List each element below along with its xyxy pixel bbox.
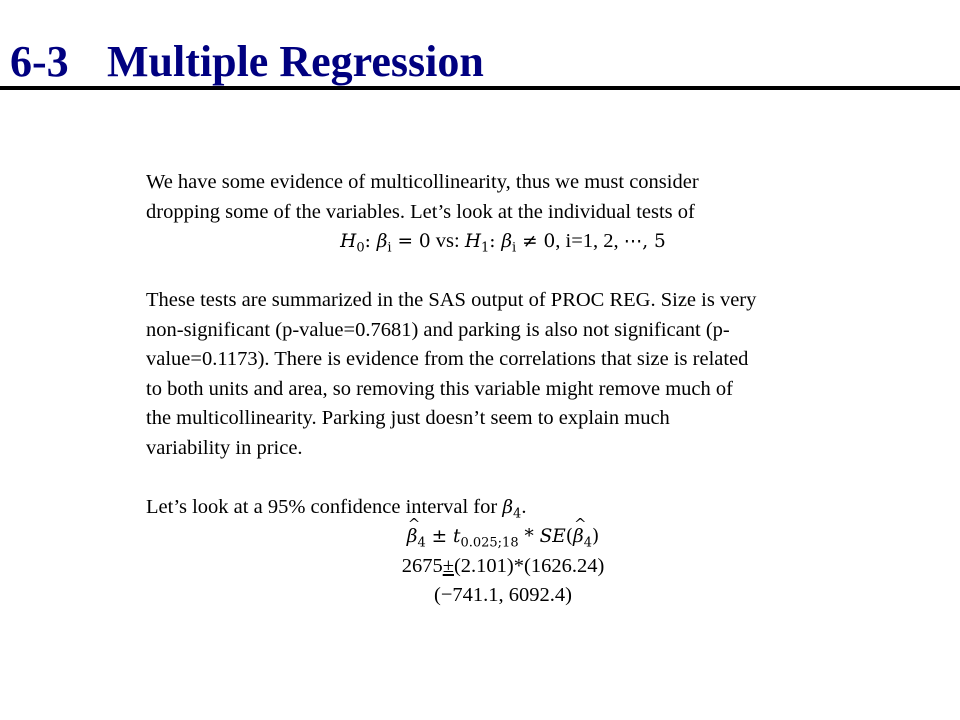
para2-line: These tests are summarized in the SAS output of PROC REG. Size is very bbox=[146, 289, 757, 311]
index-end: , 5 bbox=[642, 231, 666, 252]
calc-estimate: 2675 bbox=[401, 554, 443, 577]
beta-hat-inner: ^ β bbox=[573, 522, 584, 552]
ci-intro: Let’s look at a 95% confidence interval for $\beta_4$. bbox=[146, 495, 527, 522]
title-text: Multiple Regression bbox=[107, 37, 484, 86]
beta4-sub: 4 bbox=[513, 506, 522, 522]
ci-calculation bbox=[146, 552, 860, 582]
hypothesis-line bbox=[146, 227, 860, 257]
h0-sub: 0 bbox=[356, 240, 365, 256]
ci-formula: ^ $\beta_4 \pm t_{0.025;18}$ * SE(^ $\beta_4$) bbox=[146, 522, 860, 552]
beta4-symbol: $\beta_4$ bbox=[502, 496, 522, 522]
para1-line1: We have some evidence of multicollinearity, thus we must consider bbox=[146, 171, 699, 193]
para2-line: non-significant (p-value=0.7681) and parking is also not significant (p- bbox=[146, 318, 730, 341]
title-underline bbox=[0, 86, 960, 90]
h1-symbol: $H_1$: $\beta_i \ne 0$ bbox=[464, 231, 556, 256]
beta-hat-inner-sub: 4 bbox=[583, 535, 592, 551]
t-sub: 0.025;18 bbox=[460, 535, 519, 551]
se-symbol: SE bbox=[539, 526, 566, 547]
formula-times: * bbox=[518, 526, 540, 547]
para2-line: to both units and area, so removing this variable might remove much of bbox=[146, 377, 733, 400]
para1-line2: dropping some of the variables. Let’s look at the individual tests of bbox=[146, 200, 695, 223]
beta-i-sub-b: i bbox=[512, 240, 517, 256]
slide-title bbox=[10, 36, 484, 88]
index-text: , i=1, 2, bbox=[555, 230, 624, 252]
beta-i-sub-a: i bbox=[387, 240, 392, 256]
eq-zero: = 0 bbox=[391, 231, 431, 252]
h0-symbol: $H_0$: $\beta_i = 0$ bbox=[340, 231, 431, 256]
para2-line: value=0.1173). There is evidence from the correlations that size is related bbox=[146, 348, 749, 370]
neq-zero: ≠ 0 bbox=[516, 231, 556, 252]
beta-hat-sub: 4 bbox=[417, 535, 426, 551]
para2-line: the multicollinearity. Parking just doesn’t seem to explain much bbox=[146, 407, 670, 429]
section-number: 6-3 bbox=[10, 37, 69, 86]
formula-pm: ± bbox=[425, 526, 454, 547]
dots: ⋯ bbox=[623, 231, 643, 252]
para2 bbox=[146, 286, 876, 463]
calc-pm: ± bbox=[442, 554, 454, 577]
calc-product: (2.101)*(1626.24) bbox=[453, 554, 605, 577]
para2-line: variability in price. bbox=[146, 436, 303, 459]
ci-interval: (−741.1, 6092.4) bbox=[434, 584, 572, 606]
beta-hat: ^ β bbox=[407, 522, 418, 552]
ci-intro-text: Let’s look at a 95% confidence interval for bbox=[146, 495, 503, 518]
vs-text: vs: bbox=[430, 230, 465, 252]
slide-body bbox=[146, 168, 876, 611]
h1-sub: 1 bbox=[480, 240, 490, 256]
